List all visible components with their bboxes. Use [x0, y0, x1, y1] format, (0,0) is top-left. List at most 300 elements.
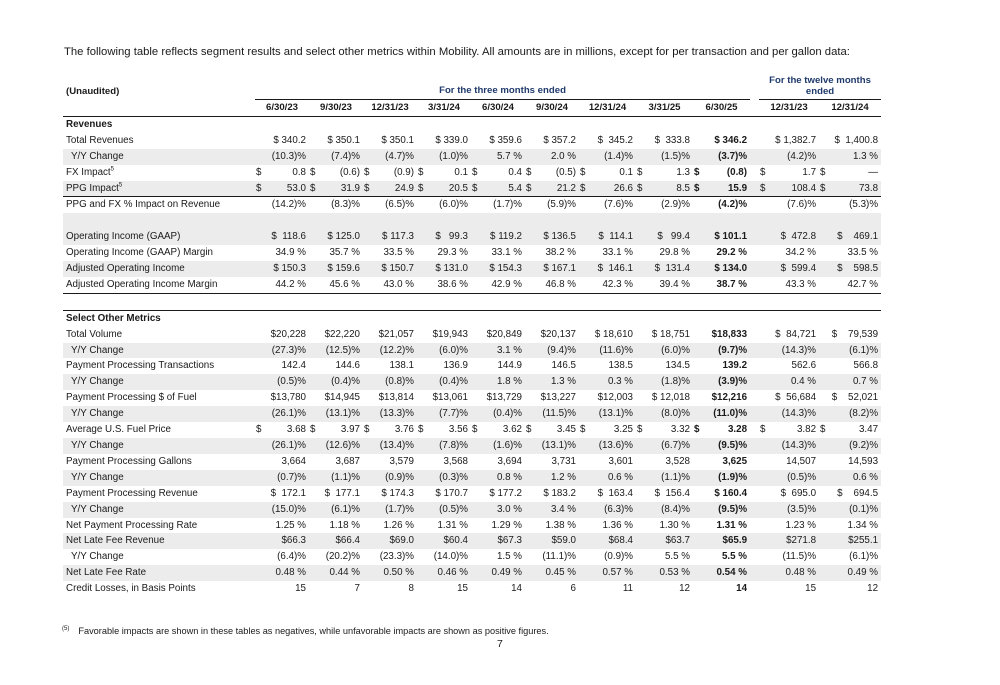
value-cell: $ 3.68: [256, 424, 306, 436]
value-cell: $ 345.2: [597, 134, 633, 146]
value-cell: (6.7)%: [636, 438, 693, 454]
row-label: Net Payment Processing Rate: [66, 519, 198, 531]
value-cell: $13,814: [378, 392, 414, 404]
value-cell: $66.3: [255, 533, 309, 549]
row-label: Payment Processing $ of Fuel: [66, 392, 197, 404]
value-cell: $ 131.4: [636, 261, 693, 277]
value-cell: $ 125.0: [309, 229, 363, 245]
value-cell: (5.3)%: [849, 199, 879, 211]
table-row: [63, 165, 881, 181]
value-cell: 0.49 %: [471, 565, 525, 581]
value-cell: 42.3 %: [579, 277, 636, 293]
value-cell: $ 150.7: [363, 261, 417, 277]
value-cell: $18,833: [711, 328, 748, 340]
table-row: [63, 358, 881, 374]
table-row: [63, 245, 881, 261]
value-cell: $59.0: [525, 533, 579, 549]
value-cell: (6.3)%: [579, 502, 636, 518]
value-cell: (13.1)%: [525, 438, 579, 454]
value-cell: $ 167.1: [525, 261, 579, 277]
value-cell: $ 21.2: [525, 181, 579, 197]
value-cell: (9.4)%: [525, 343, 579, 359]
value-cell: 14,507: [786, 455, 817, 467]
value-cell: (12.5)%: [309, 343, 363, 359]
value-cell: 146.5: [551, 360, 576, 372]
value-cell: $ (0.8): [694, 166, 748, 178]
table-row: [63, 343, 881, 359]
value-cell: (0.7)%: [255, 470, 309, 486]
value-cell: (8.4)%: [636, 502, 693, 518]
value-cell: (26.1)%: [255, 406, 309, 422]
value-cell: 1.36 %: [602, 519, 633, 531]
table-row: [63, 549, 881, 565]
row-label: Y/Y Change: [63, 149, 255, 165]
row-label: Average U.S. Fuel Price: [66, 424, 171, 436]
value-cell: $13,729: [486, 392, 522, 404]
value-cell: 0.8 %: [471, 470, 525, 486]
row-label: Payment Processing Transactions: [66, 360, 215, 372]
value-cell: $21,057: [378, 328, 414, 340]
table-row: [63, 229, 881, 245]
value-cell: 39.4 %: [636, 277, 693, 293]
value-cell: 3,528: [665, 455, 690, 467]
value-cell: $ 694.5: [837, 487, 879, 499]
row-label: Y/Y Change: [63, 502, 255, 518]
value-cell: (23.3)%: [379, 551, 414, 563]
value-cell: $ 31.9: [309, 181, 363, 197]
value-cell: (4.7)%: [363, 149, 417, 165]
value-cell: $ 1,382.7: [775, 134, 817, 146]
value-cell: $68.4: [579, 533, 636, 549]
value-cell: 5.7 %: [471, 149, 525, 165]
value-cell: $13,780: [270, 392, 306, 404]
value-cell: $ 134.0: [693, 261, 750, 277]
row-label: PPG Impact$^5$: [63, 181, 255, 197]
row-label: Select Other Metrics: [63, 310, 255, 326]
value-cell: (0.5)%: [759, 470, 819, 486]
row-label: FX Impact$^5$: [66, 166, 114, 178]
table-row: [63, 406, 881, 422]
table-row: [63, 116, 881, 132]
value-cell: (11.6)%: [579, 343, 636, 359]
value-cell: 15: [457, 583, 468, 595]
three-months-header: For the three months ended: [255, 67, 750, 100]
row-label: Revenues: [63, 116, 255, 132]
table-row: [63, 327, 881, 343]
value-cell: (1.0)%: [417, 149, 471, 165]
value-cell: $ 339.0: [435, 134, 468, 146]
row-label: Y/Y Change: [63, 374, 255, 390]
value-cell: (7.8)%: [417, 438, 471, 454]
value-cell: $ 15.9: [693, 181, 750, 197]
value-cell: $22,220: [324, 328, 360, 340]
year-header: 12/31/24: [819, 100, 881, 117]
value-cell: 14: [511, 583, 522, 595]
value-cell: (0.8)%: [363, 374, 417, 390]
value-cell: 29.2 %: [716, 247, 748, 259]
value-cell: (12.2)%: [363, 343, 417, 359]
value-cell: 45.6 %: [309, 277, 363, 293]
value-cell: (8.2)%: [819, 406, 881, 422]
value-cell: $ 150.3: [255, 261, 309, 277]
value-cell: (5.9)%: [547, 199, 576, 211]
value-cell: (6.0)%: [417, 343, 471, 359]
value-cell: (0.5)%: [417, 502, 471, 518]
value-cell: 134.5: [665, 360, 690, 372]
page-number: 7: [497, 638, 503, 650]
value-cell: 3,664: [281, 455, 306, 467]
value-cell: 8: [408, 583, 414, 595]
value-cell: (3.5)%: [759, 502, 819, 518]
value-cell: 0.53 %: [636, 565, 693, 581]
value-cell: 3,568: [443, 455, 468, 467]
value-cell: $ 160.4: [714, 487, 748, 499]
value-cell: 33.5 %: [383, 247, 414, 259]
value-cell: 29.3 %: [437, 247, 468, 259]
value-cell: (0.4)%: [309, 374, 363, 390]
value-cell: $14,945: [324, 392, 360, 404]
value-cell: (14.2)%: [271, 199, 306, 211]
value-cell: (0.3)%: [417, 470, 471, 486]
value-cell: 38.7 %: [693, 277, 750, 293]
value-cell: 43.3 %: [759, 277, 819, 293]
value-cell: $ 174.3: [381, 487, 414, 499]
value-cell: $ 0.1: [418, 166, 468, 178]
value-cell: 15: [805, 583, 817, 595]
value-cell: 3,687: [335, 455, 360, 467]
value-cell: $ 599.4: [759, 261, 819, 277]
table-row: [63, 277, 881, 293]
value-cell: $ 119.2: [471, 229, 525, 245]
value-cell: $ 117.3: [363, 229, 417, 245]
value-cell: (1.5)%: [636, 149, 693, 165]
value-cell: 1.38 %: [545, 519, 576, 531]
table-row: [63, 565, 881, 581]
value-cell: 2.0 %: [525, 149, 579, 165]
row-label: Net Late Fee Rate: [63, 565, 255, 581]
value-cell: $ 170.7: [435, 487, 468, 499]
table-row: [63, 581, 881, 597]
row-label: Adjusted Operating Income Margin: [63, 277, 255, 293]
value-cell: 3,625: [722, 455, 748, 467]
value-cell: 1.3 %: [819, 149, 881, 165]
value-cell: $20,137: [540, 328, 576, 340]
value-cell: 1.26 %: [383, 519, 414, 531]
value-cell: (15.0)%: [255, 502, 309, 518]
value-cell: 1.8 %: [471, 374, 525, 390]
value-cell: 1.29 %: [491, 519, 522, 531]
value-cell: (0.4)%: [471, 406, 525, 422]
value-cell: (1.1)%: [636, 470, 693, 486]
value-cell: 0.45 %: [525, 565, 579, 581]
value-cell: (0.9)%: [604, 551, 633, 563]
value-cell: (14.3)%: [759, 343, 819, 359]
value-cell: $ 3.62: [472, 424, 522, 436]
value-cell: 33.5 %: [847, 247, 879, 259]
value-cell: (0.5)%: [255, 374, 309, 390]
value-cell: $ 172.1: [270, 487, 306, 499]
value-cell: (7.4)%: [309, 149, 363, 165]
value-cell: 0.54 %: [693, 565, 750, 581]
value-cell: (1.7)%: [493, 199, 522, 211]
value-cell: $ 598.5: [819, 261, 881, 277]
value-cell: 142.4: [281, 360, 306, 372]
table-row: [63, 133, 881, 149]
value-cell: (9.5)%: [693, 502, 750, 518]
value-cell: $ 12,018: [651, 392, 690, 404]
value-cell: $ 472.8: [759, 229, 819, 245]
value-cell: (6.1)%: [309, 502, 363, 518]
value-cell: $ 695.0: [780, 487, 817, 499]
quarter-header: 12/31/23: [363, 100, 417, 117]
row-label: Y/Y Change: [63, 438, 255, 454]
value-cell: $ 340.2: [273, 134, 306, 146]
value-cell: $255.1: [819, 533, 881, 549]
value-cell: $ 156.4: [654, 487, 690, 499]
value-cell: 1.30 %: [659, 519, 690, 531]
value-cell: $ (0.6): [310, 166, 360, 178]
row-label: Credit Losses, in Basis Points: [66, 583, 196, 595]
value-cell: (8.0)%: [636, 406, 693, 422]
value-cell: $ 0.1: [580, 166, 633, 178]
value-cell: 35.7 %: [329, 247, 360, 259]
value-cell: 14: [736, 583, 748, 595]
value-cell: (2.9)%: [661, 199, 690, 211]
value-cell: $ 99.4: [636, 229, 693, 245]
value-cell: $ 3.56: [418, 424, 468, 436]
unaudited-label: (Unaudited): [66, 85, 120, 97]
value-cell: (26.1)%: [255, 438, 309, 454]
row-label: Payment Processing Gallons: [66, 455, 192, 467]
value-cell: (3.7)%: [693, 149, 750, 165]
value-cell: $ 5.4: [471, 181, 525, 197]
value-cell: (0.9)%: [363, 470, 417, 486]
value-cell: $ 350.1: [381, 134, 414, 146]
row-label: Y/Y Change: [63, 470, 255, 486]
value-cell: $20,849: [486, 328, 522, 340]
value-cell: $19,943: [432, 328, 468, 340]
year-header: 12/31/23: [759, 100, 819, 117]
twelve-months-header: For the twelve months ended: [759, 67, 881, 100]
value-cell: (1.4)%: [579, 149, 636, 165]
table-row: [63, 390, 881, 406]
value-cell: (27.3)%: [255, 343, 309, 359]
value-cell: 46.8 %: [525, 277, 579, 293]
value-cell: 44.2 %: [255, 277, 309, 293]
row-label: Y/Y Change: [63, 406, 255, 422]
value-cell: 34.2 %: [785, 247, 817, 259]
value-cell: 1.5 %: [496, 551, 522, 563]
value-cell: (11.5)%: [782, 551, 817, 563]
value-cell: $ 0.4: [472, 166, 522, 178]
value-cell: $ 183.2: [543, 487, 576, 499]
quarter-header: 12/31/24: [579, 100, 636, 117]
value-cell: 0.6 %: [579, 470, 636, 486]
value-cell: (13.6)%: [579, 438, 636, 454]
value-cell: 3,694: [497, 455, 522, 467]
value-cell: 0.49 %: [819, 565, 881, 581]
value-cell: (9.7)%: [693, 343, 750, 359]
table-row: [63, 470, 881, 486]
quarter-header: 6/30/23: [255, 100, 309, 117]
value-cell: $ 357.2: [543, 134, 576, 146]
quarter-header: 9/30/24: [525, 100, 579, 117]
value-cell: (20.2)%: [325, 551, 360, 563]
value-cell: 0.44 %: [309, 565, 363, 581]
table-row: [63, 213, 881, 229]
table-row: [63, 293, 881, 310]
value-cell: 0.48 %: [255, 565, 309, 581]
value-cell: $ 154.3: [471, 261, 525, 277]
value-cell: $ 101.1: [693, 229, 750, 245]
table-row: [63, 261, 881, 277]
value-cell: $ 177.1: [324, 487, 360, 499]
value-cell: 7: [354, 583, 360, 595]
row-label: Adjusted Operating Income: [63, 261, 255, 277]
value-cell: (1.9)%: [693, 470, 750, 486]
value-cell: (9.2)%: [819, 438, 881, 454]
table-row: [63, 197, 881, 213]
footnote-text: Favorable impacts are shown in these tables as negatives, while unfavorable impacts are shown as positive figures.: [78, 626, 549, 636]
quarter-header: 6/30/25: [693, 100, 750, 117]
table-row: [63, 518, 881, 534]
header-row-dates: [63, 100, 881, 117]
value-cell: $ 350.1: [327, 134, 360, 146]
value-cell: $ 3.25: [580, 424, 633, 436]
value-cell: (6.0)%: [439, 199, 468, 211]
value-cell: $ 18,610: [594, 328, 633, 340]
value-cell: 1.31 %: [437, 519, 468, 531]
value-cell: $ 99.3: [417, 229, 471, 245]
value-cell: (12.6)%: [309, 438, 363, 454]
value-cell: 12: [867, 583, 879, 595]
value-cell: (13.4)%: [363, 438, 417, 454]
value-cell: 139.2: [722, 360, 748, 372]
value-cell: 0.46 %: [417, 565, 471, 581]
value-cell: $ 73.8: [819, 181, 881, 197]
value-cell: $12,216: [711, 392, 748, 404]
value-cell: 3.1 %: [471, 343, 525, 359]
row-label: Net Late Fee Revenue: [63, 533, 255, 549]
value-cell: $66.4: [309, 533, 363, 549]
value-cell: $ 20.5: [417, 181, 471, 197]
value-cell: $ 118.6: [255, 229, 309, 245]
value-cell: 562.6: [791, 360, 817, 372]
value-cell: 1.31 %: [716, 519, 748, 531]
value-cell: 566.8: [853, 360, 879, 372]
value-cell: (14.3)%: [759, 438, 819, 454]
value-cell: (1.1)%: [309, 470, 363, 486]
value-cell: $ 177.2: [489, 487, 522, 499]
value-cell: (13.1)%: [309, 406, 363, 422]
table-row: [63, 310, 881, 326]
value-cell: $ 333.8: [654, 134, 690, 146]
value-cell: $ 163.4: [597, 487, 633, 499]
value-cell: 1.34 %: [847, 519, 879, 531]
value-cell: $ 359.6: [489, 134, 522, 146]
value-cell: $ 3.28: [694, 424, 748, 436]
value-cell: $ 1.3: [637, 166, 690, 178]
footnote-marker: (5): [62, 626, 70, 632]
row-label: Y/Y Change: [71, 551, 124, 563]
value-cell: $ 108.4: [759, 181, 819, 197]
value-cell: $ 3.47: [820, 424, 879, 436]
value-cell: (1.6)%: [471, 438, 525, 454]
value-cell: (9.5)%: [693, 438, 750, 454]
value-cell: $ 24.9: [363, 181, 417, 197]
value-cell: $ (0.9): [364, 166, 414, 178]
header-row-top: [63, 67, 881, 100]
value-cell: 43.0 %: [363, 277, 417, 293]
value-cell: $20,228: [270, 328, 306, 340]
value-cell: $ 1.7: [760, 166, 817, 178]
value-cell: 144.6: [335, 360, 360, 372]
value-cell: (14.3)%: [759, 406, 819, 422]
value-cell: $ 114.1: [579, 229, 636, 245]
value-cell: $63.7: [636, 533, 693, 549]
row-label: Payment Processing Revenue: [66, 487, 198, 499]
value-cell: $271.8: [759, 533, 819, 549]
value-cell: 1.3 %: [525, 374, 579, 390]
value-cell: (6.0)%: [636, 343, 693, 359]
value-cell: 144.9: [497, 360, 522, 372]
value-cell: $65.9: [693, 533, 750, 549]
value-cell: $ 84,721: [775, 328, 817, 340]
value-cell: 34.9 %: [275, 247, 306, 259]
value-cell: $ 3.45: [526, 424, 576, 436]
quarter-header: 3/31/24: [417, 100, 471, 117]
value-cell: 0.3 %: [579, 374, 636, 390]
value-cell: $ 136.5: [525, 229, 579, 245]
value-cell: 136.9: [443, 360, 468, 372]
value-cell: 12: [679, 583, 690, 595]
table-row: [63, 454, 881, 470]
footnote-ref: 5: [118, 182, 123, 189]
value-cell: $ 1,400.8: [834, 134, 879, 146]
value-cell: 1.18 %: [329, 519, 360, 531]
value-cell: $ 146.1: [579, 261, 636, 277]
row-label: [63, 213, 255, 229]
value-cell: 15: [295, 583, 306, 595]
table-row: [63, 533, 881, 549]
value-cell: 3.0 %: [471, 502, 525, 518]
row-label: Operating Income (GAAP): [63, 229, 255, 245]
value-cell: 138.1: [389, 360, 414, 372]
value-cell: (4.2)%: [718, 199, 748, 211]
table-row: [63, 422, 881, 438]
value-cell: $ 131.0: [417, 261, 471, 277]
value-cell: (6.1)%: [849, 551, 879, 563]
value-cell: $13,227: [540, 392, 576, 404]
value-cell: (6.5)%: [385, 199, 414, 211]
value-cell: $ 56,684: [775, 392, 817, 404]
value-cell: $ 3.76: [364, 424, 414, 436]
value-cell: (6.1)%: [819, 343, 881, 359]
value-cell: (8.3)%: [331, 199, 360, 211]
table-row: [63, 149, 881, 165]
value-cell: $ 469.1: [819, 229, 881, 245]
value-cell: (0.4)%: [417, 374, 471, 390]
value-cell: 42.7 %: [819, 277, 881, 293]
value-cell: (7.6)%: [604, 199, 633, 211]
value-cell: $ 3.32: [637, 424, 690, 436]
segment-results-table: [63, 67, 881, 597]
row-label: Y/Y Change: [63, 343, 255, 359]
value-cell: 1.2 %: [525, 470, 579, 486]
value-cell: (11.1)%: [542, 551, 576, 563]
intro-text: The following table reflects segment results and select other metrics within Mobility. All amounts are in millions, except for per transaction and per gallon data:: [64, 46, 850, 58]
table-row: [63, 486, 881, 502]
